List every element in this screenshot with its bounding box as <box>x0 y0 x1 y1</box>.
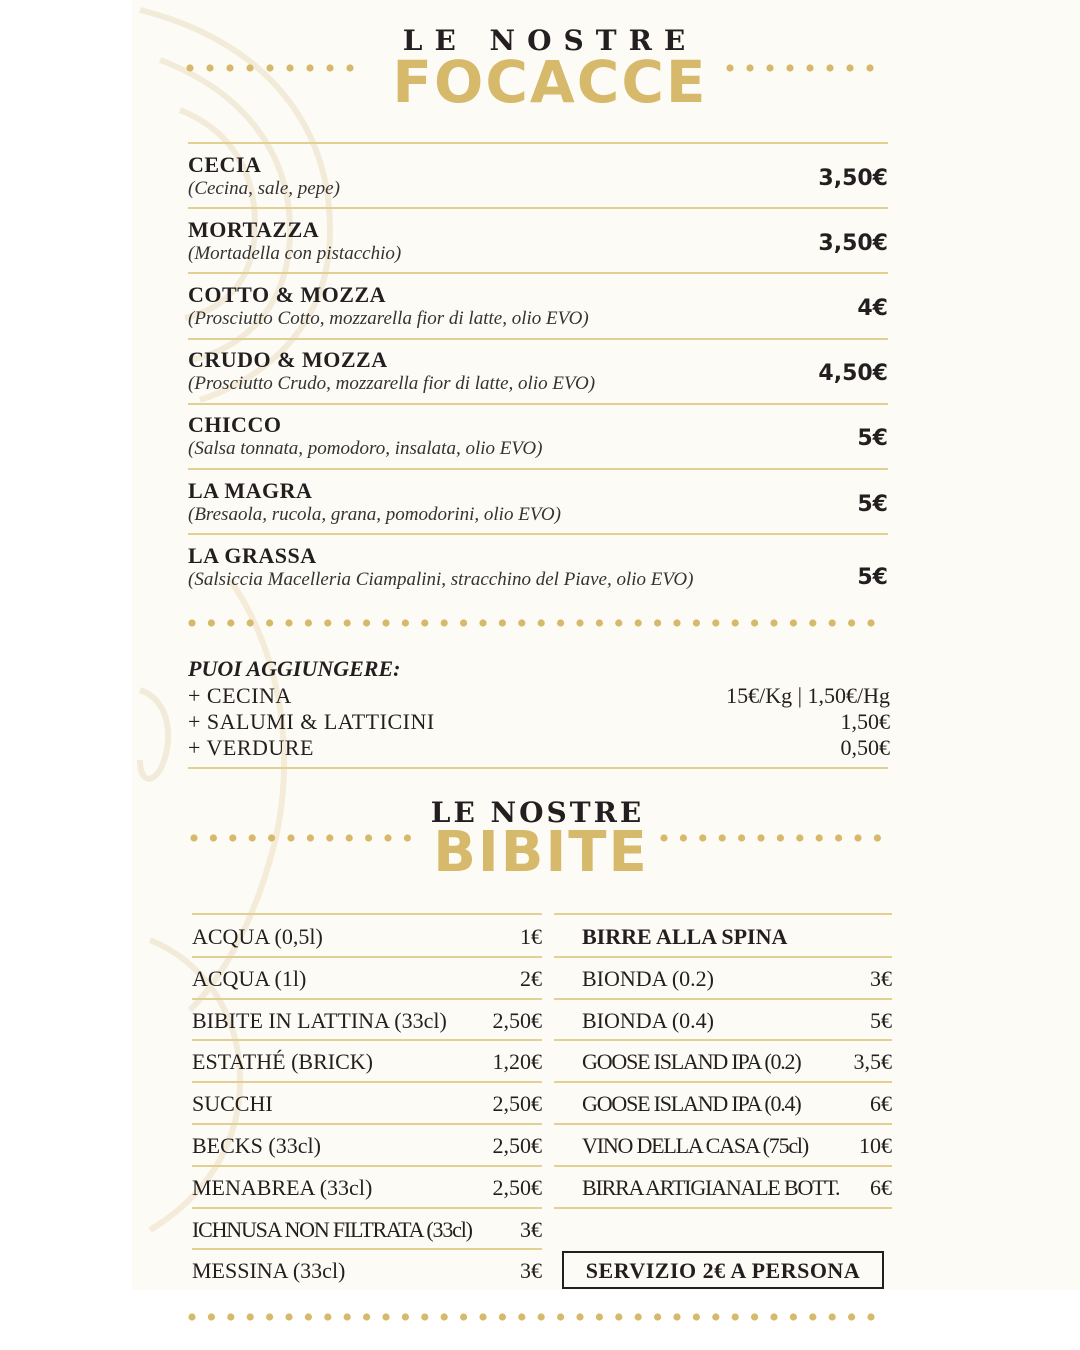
menu-item <box>188 152 888 212</box>
row-divider <box>554 956 892 958</box>
drink-label: BIONDA (0.2) <box>582 966 714 991</box>
extra-label: + VERDURE <box>188 735 314 760</box>
item-description: (Bresaola, rucola, grana, pomodorini, olio EVO) <box>188 504 561 525</box>
row-divider <box>554 1039 892 1041</box>
item-price: 5€ <box>857 492 888 517</box>
row-divider <box>188 767 888 769</box>
drink-item <box>192 966 542 996</box>
extra-label: + SALUMI & LATTICINI <box>188 709 435 734</box>
item-name: MORTAZZA <box>188 217 320 242</box>
extra-price: 0,50€ <box>840 735 890 760</box>
drink-item <box>582 1091 892 1121</box>
drink-price: 3€ <box>870 966 892 991</box>
row-divider <box>554 1123 892 1125</box>
row-divider <box>192 1123 542 1125</box>
row-divider <box>192 1207 542 1209</box>
drink-section-header <box>582 924 892 954</box>
item-name: LA GRASSA <box>188 543 317 568</box>
drink-item <box>582 1008 892 1038</box>
extra-item <box>188 735 890 761</box>
extra-item <box>188 709 890 735</box>
drink-price: 5€ <box>870 1008 892 1033</box>
drink-label: GOOSE ISLAND IPA (0.4) <box>582 1091 801 1116</box>
item-price: 5€ <box>857 565 888 590</box>
row-divider <box>192 1039 542 1041</box>
drink-price: 10€ <box>859 1133 892 1158</box>
row-divider <box>554 1207 892 1209</box>
drink-price: 6€ <box>870 1091 892 1116</box>
drink-item <box>192 1258 542 1288</box>
row-divider <box>188 468 888 470</box>
extra-item <box>188 683 890 709</box>
item-price: 3,50€ <box>818 166 888 191</box>
drink-item <box>192 1091 542 1121</box>
row-divider <box>554 1081 892 1083</box>
drink-price: 2,50€ <box>492 1133 542 1158</box>
row-divider <box>192 1081 542 1083</box>
focacce-heading-top: LE NOSTRE <box>402 24 698 57</box>
row-divider <box>554 998 892 1000</box>
row-divider <box>188 142 888 144</box>
drink-price: 2€ <box>520 966 542 991</box>
item-name: LA MAGRA <box>188 478 313 503</box>
row-divider <box>554 913 892 915</box>
extra-price: 15€/Kg | 1,50€/Hg <box>726 683 890 708</box>
drink-price: 2,50€ <box>492 1091 542 1116</box>
row-divider <box>554 1165 892 1167</box>
item-price: 3,50€ <box>818 231 888 256</box>
drink-label: MENABREA (33cl) <box>192 1175 373 1200</box>
row-divider <box>188 533 888 535</box>
drink-item <box>192 1175 542 1205</box>
item-price: 4€ <box>857 296 888 321</box>
menu-item <box>188 282 888 342</box>
drink-price: 1€ <box>520 924 542 949</box>
drink-price: 2,50€ <box>492 1008 542 1033</box>
drink-price: 3€ <box>520 1217 542 1242</box>
drink-label: MESSINA (33cl) <box>192 1258 346 1283</box>
item-name: CECIA <box>188 152 262 177</box>
drink-label: BIRRA ARTIGIANALE BOTT. <box>582 1175 840 1200</box>
item-name: CHICCO <box>188 412 282 437</box>
drink-item <box>192 924 542 954</box>
drink-label: BIBITE IN LATTINA (33cl) <box>192 1008 447 1033</box>
drink-label: GOOSE ISLAND IPA (0.2) <box>582 1049 801 1074</box>
extra-label: + CECINA <box>188 683 292 708</box>
drink-label: VINO DELLA CASA (75cl) <box>582 1133 808 1158</box>
row-divider <box>192 1165 542 1167</box>
item-description: (Prosciutto Crudo, mozzarella fior di latte, olio EVO) <box>188 373 596 394</box>
item-name: COTTO & MOZZA <box>188 282 387 307</box>
row-divider <box>188 403 888 405</box>
dotted-divider <box>186 64 364 72</box>
drink-item <box>582 1175 892 1205</box>
drink-price: 2,50€ <box>492 1175 542 1200</box>
row-divider <box>188 207 888 209</box>
row-divider <box>188 338 888 340</box>
drink-label: ICHNUSA NON FILTRATA (33cl) <box>192 1217 472 1242</box>
row-divider <box>192 956 542 958</box>
menu-item <box>188 412 888 472</box>
dotted-divider <box>660 834 890 842</box>
drink-item <box>192 1217 542 1247</box>
bibite-heading-main: BIBITE <box>433 820 649 885</box>
drink-label: BECKS (33cl) <box>192 1133 321 1158</box>
dotted-divider <box>188 619 890 627</box>
item-description: (Salsa tonnata, pomodoro, insalata, olio EVO) <box>188 438 543 459</box>
drink-label: ACQUA (1l) <box>192 966 307 991</box>
item-price: 5€ <box>857 426 888 451</box>
row-divider <box>192 1248 542 1250</box>
dotted-divider <box>188 1313 890 1321</box>
menu-item <box>188 543 888 603</box>
item-price: 4,50€ <box>818 361 888 386</box>
drink-price: 3,5€ <box>853 1049 892 1074</box>
item-description: (Mortadella con pistacchio) <box>188 243 402 264</box>
drink-label: ESTATHÉ (BRICK) <box>192 1049 373 1074</box>
drink-label: BIONDA (0.4) <box>582 1008 714 1033</box>
dotted-divider <box>190 834 426 842</box>
drink-item <box>582 1049 892 1079</box>
row-divider <box>192 998 542 1000</box>
menu-item <box>188 217 888 277</box>
drink-price: 3€ <box>520 1258 542 1283</box>
beer-tap-header: BIRRE ALLA SPINA <box>582 924 788 949</box>
extras-heading: PUOI AGGIUNGERE: <box>188 656 401 681</box>
item-description: (Cecina, sale, pepe) <box>188 178 340 199</box>
drink-item <box>192 1133 542 1163</box>
item-description: (Prosciutto Cotto, mozzarella fior di latte, olio EVO) <box>188 308 589 329</box>
extra-price: 1,50€ <box>840 709 890 734</box>
row-divider <box>192 913 542 915</box>
drink-item <box>582 966 892 996</box>
item-name: CRUDO & MOZZA <box>188 347 388 372</box>
service-charge-box: SERVIZIO 2€ A PERSONA <box>562 1251 884 1289</box>
drink-item <box>582 1133 892 1163</box>
drink-label: SUCCHI <box>192 1091 273 1116</box>
drink-item <box>192 1008 542 1038</box>
drink-price: 1,20€ <box>492 1049 542 1074</box>
drink-price: 6€ <box>870 1175 892 1200</box>
menu-item <box>188 347 888 407</box>
dotted-divider <box>726 64 888 72</box>
row-divider <box>188 272 888 274</box>
drink-item <box>192 1049 542 1079</box>
item-description: (Salsiccia Macelleria Ciampalini, stracchino del Piave, olio EVO) <box>188 569 694 590</box>
bibite-heading-top: LE NOSTRE <box>430 796 645 829</box>
focacce-heading-main: FOCACCE <box>392 48 708 116</box>
drink-label: ACQUA (0,5l) <box>192 924 323 949</box>
menu-item <box>188 478 888 538</box>
